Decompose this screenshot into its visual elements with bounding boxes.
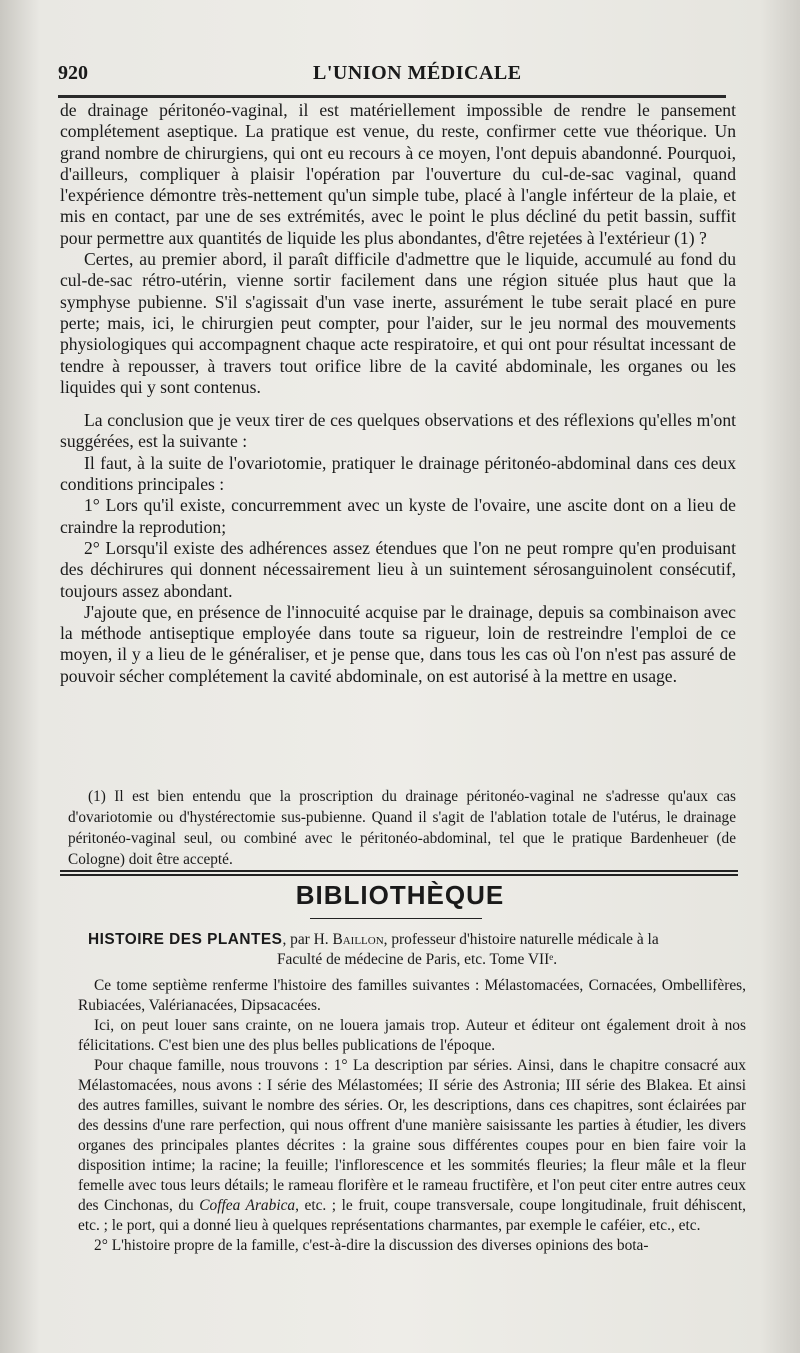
footnote-text: (1) Il est bien entendu que la proscription du drainage péritonéo-vaginal ne s'adresse qu'aux cas d'ovariotomie ou d'hystérectomie sus-pubienne. Quand il s'agit de l'ablation totale de l'utérus, le drainage péritonéo-vaginal seul, ou combiné avec le péritonéo-abdominal, tel que le pratique Bardenheuer (de Cologne) doit être accepté. — [68, 788, 736, 868]
book-subtitle: Faculté de médecine de Paris, etc. Tome VIIᵉ. — [276, 951, 558, 968]
title-underline — [310, 918, 482, 919]
paragraph: Il faut, à la suite de l'ovariotomie, pratiquer le drainage péritonéo-abdominal dans ces deux conditions principales : — [60, 452, 736, 495]
paragraph: Certes, au premier abord, il paraît difficile d'admettre que le liquide, accumulé au fond du cul-de-sac rétro-utérin, vienne sortir facilement dans une région située plus haut que la symphyse pubienne. S'il s'agissait d'un vase inerte, assurément le tube serait placé en pure perte; mais, ici, le chirurgien peut compter, pour l'aider, sur le jeu normal des mouvements physiologiques qui accompagnent chaque acte respiratoire, et qui ont pour résultat incessant de tendre à repousser, à travers tout orifice libre de la cavité abdominale, les organes ou les liquides qui y sont contenus. — [60, 249, 736, 397]
running-title: L'UNION MÉDICALE — [313, 62, 522, 84]
section-title: BIBLIOTHÈQUE — [295, 880, 505, 910]
book-author: Baillon — [332, 931, 384, 948]
footnote — [68, 786, 736, 870]
review-paragraph: Ici, on peut louer sans crainte, on ne louera jamais trop. Auteur et éditeur ont également droit à nos félicitations. C'est bien une des plus belles publications de l'époque. — [78, 1017, 746, 1054]
paragraph: La conclusion que je veux tirer de ces quelques observations et des réflexions qu'elles m'ont suggérées, est la suivante : — [60, 410, 736, 452]
page-number: 920 — [58, 62, 88, 84]
review-text: , etc. ; le fruit, coupe transversale, coupe longitudinale, fruit déhiscent, etc. ; le port, qui a donné lieu à quelques représentations charmantes, par exemple le caféier, etc., etc. — [78, 1197, 746, 1234]
review-text: Pour chaque famille, nous trouvons : 1° La description par séries. Ainsi, dans le chapitre consacré aux Mélastomacées, nous avons : I série des Mélastomées; II série des Astronia; III série des Blakea. Et ainsi des autres familles, suivant le nombre des séries. Or, les descriptions, dans ces chapitres, sont éclairées par des dessins d'une rare perfection, qui nous offrent d'une manière saisissante les parties à étudier, les divers organes des principales plantes décrites : la graine sous différentes coupes pour en bien faire voir la disposition intime; la racine; la feuille; l'inflorescence et les sommités fleuries; la fleur mâle et la fleur femelle avec tous leurs détails; le rameau florifère et le rameau fructifère, et l'on peut citer entre autres ceux des Cinchonas, du — [78, 1057, 746, 1214]
paragraph: J'ajoute que, en présence de l'innocuité acquise par le drainage, depuis sa combinaison avec la méthode antiseptique employée dans toute sa rigueur, loin de restreindre l'emploi de ce moyen, il y a lieu de le généraliser, et je pense que, dans tous les cas où l'on n'est pas assuré de pouvoir sécher complétement la cavité abdominale, on est autorisé à la mettre en usage. — [60, 601, 736, 686]
review-paragraph: 2° L'histoire propre de la famille, c'est-à-dire la discussion des diverses opinions des bota- — [94, 1237, 649, 1254]
species-name: Coffea Arabica — [199, 1197, 296, 1214]
section-divider — [60, 870, 738, 876]
review-paragraph — [78, 1056, 746, 1236]
book-author-pre: , par H. — [282, 931, 333, 948]
review-paragraph: Ce tome septième renferme l'histoire des familles suivantes : Mélastomacées, Cornacées, Ombellifères, Rubiacées, Valérianacées, Dipsacacées. — [78, 977, 746, 1014]
book-title: HISTOIRE DES PLANTES — [88, 931, 283, 948]
article-body — [60, 100, 736, 687]
book-author-post: , professeur d'histoire naturelle médicale à la — [383, 931, 659, 948]
book-heading — [78, 930, 746, 970]
paragraph: 1° Lors qu'il existe, concurremment avec un kyste de l'ovaire, une ascite dont on a lieu de craindre la reprodution; — [60, 495, 736, 537]
paragraph: 2° Lorsqu'il existe des adhérences assez étendues que l'on ne peut rompre qu'en produisant des déchirures qui donnent nécessairement lieu à un suintement sérosanguinolent consécutif, toujours assez abondant. — [60, 537, 736, 601]
page-header — [58, 62, 738, 90]
header-rule — [58, 95, 726, 98]
paragraph: de drainage péritonéo-vaginal, il est matériellement impossible de rendre le pansement complétement aseptique. La pratique est venue, du reste, confirmer cette vue théorique. Un grand nombre de chirurgiens, qui ont eu recours à ce moyen, l'ont depuis abandonné. Pourquoi, d'ailleurs, compliquer à plaisir l'opération par l'ouverture du cul-de-sac vaginal, quand l'expérience démontre très-nettement qu'un simple tube, placé à l'angle inférteur de la plaie, et mis en contact, par une de ses extrémités, avec le point le plus décliné du petit bassin, suffit pour permettre aux quantités de liquide les plus abondantes, d'être rejetées à l'extérieur (1) ? — [60, 100, 736, 248]
book-review — [78, 930, 746, 1256]
